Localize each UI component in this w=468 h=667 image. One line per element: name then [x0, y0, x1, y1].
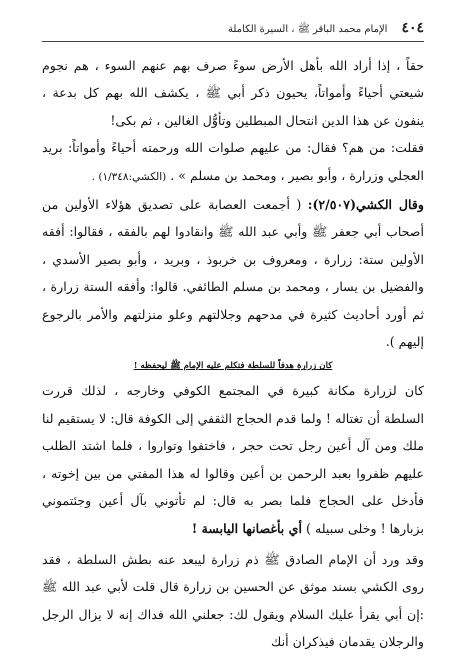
section-subheading: كان زرارة هدفاً للسلطة فتكلم عليه الإمام ﷺ ليحفظه ! — [133, 361, 333, 372]
paragraph-3-text: ( أجمعت العصابة على تصديق هؤلاء الأولين من أصحاب أبي جعفر ﷺ وأبي عبد الله ﷺ وانقادوا لهم بالفقه ، فقالوا: أفقه الأولين ستة: زرارة ، ومعروف بن خربوذ ، وبريد ، وأبو بصير الأسدي ، والفضيل بن يسار ، ومحمد بن مسلم الطائفي. قالوا: وأفقه الستة زرارة ، ثم أورد أحاديث كثيرة في مدحهم وجلالتهم وعلو منزلتهم والأمر بالرجوع إليهم ). — [42, 197, 424, 350]
running-title: الإمام محمد الباقر ﷺ ، السيرة الكاملة — [228, 24, 388, 35]
page-header — [42, 20, 424, 42]
paragraph-4-emphasis: أي بأغصانها اليابسة ! — [191, 520, 303, 536]
paragraph-1: حقاً ، إذا أراد الله بأهل الأرض سوءً صرف بهم عنهم السوء ، هم نجوم شيعتي أحياءً وأمواتاً، يحيون ذكر أبي ﷺ ، يكشف الله بهم كل بدعة ، ينفون عن هذا الدين انتحال المبطلين وتأوُّل الغالين ، ثم بكى! — [42, 58, 424, 128]
paragraph-4 — [42, 377, 424, 541]
paragraph-4-text: كان لزرارة مكانة كبيرة في المجتمع الكوفي وخارجه ، لذلك قررت السلطة أن تغتاله ! ولما قدم الحجاج الثقفي إلى الكوفة قال: لا يستقيم لنا ملك ومن آل أعين رجل تحت حجر ، فاختفوا وتواروا ، فلما اشتد الطلب عليهم ظفروا بعبد الرحمن بن أعين وقالوا له هذا المفتي من بين إخوته ، فأدخل على الحجاج فلما بصر به قال: لم تأتوني بآل أعين وجئتموني بزبارها ! وخلى سبيله ) — [42, 383, 424, 536]
paragraph-5: وقد ورد أن الإمام الصادق ﷺ ذم زرارة ليبعد عنه بطش السلطة ، فقد روى الكشي بسند موثق عن الحسين بن زرارة قال قلت لأبي عبد الله ﷺ :إن أبي يقرأ عليك السلام ويقول لك: جعلني الله فداك إنه لا يزال الرجل والرجلان يقدمان فيذكران أنك — [42, 551, 424, 650]
paragraph-2-text: فقلت: من هم؟ فقال: من عليهم صلوات الله ورحمته أحياءً وأمواتاً: بريد العجلي وزرارة ، وأبو بصير ، ومحمد بن مسلم » . — [42, 140, 424, 183]
paragraph-3 — [42, 191, 424, 355]
page-number: ٤٠٤ — [401, 20, 424, 36]
paragraph-3-lead: وقال الكشي(٢/٥٠٧): — [307, 197, 424, 213]
paragraph-2 — [42, 134, 424, 191]
citation: (الكشي:١/٣٤٨) . — [91, 170, 167, 183]
